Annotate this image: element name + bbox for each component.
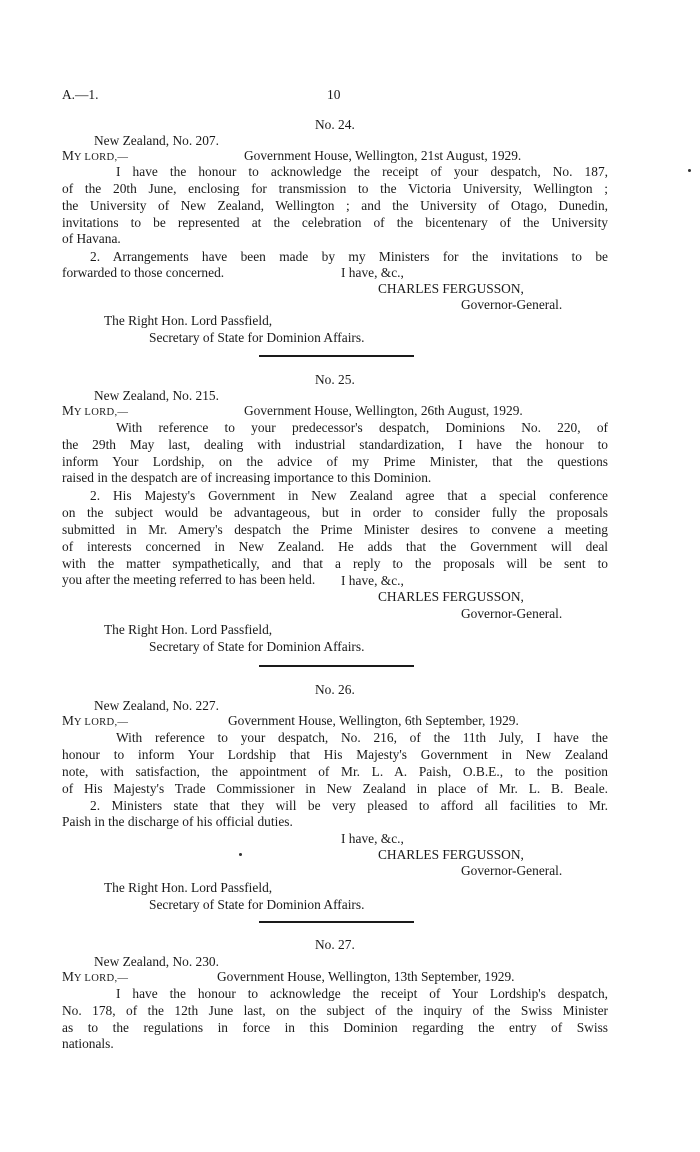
signatory-title: Governor-General. <box>461 863 563 878</box>
letter-ref: New Zealand, No. 215. <box>94 388 219 403</box>
letter-number: No. 25. <box>315 372 355 387</box>
body-line: the University of New Zealand, Wellington ; and the University of Otago, Dunedin, <box>62 198 608 213</box>
place-date: Government House, Wellington, 13th September, 1929. <box>217 969 515 984</box>
body-line: submitted in Mr. Amery's despatch the Prime Minister desires to convene a meeting <box>62 522 608 537</box>
body-line: With reference to your predecessor's despatch, Dominions No. 220, of <box>116 420 608 435</box>
letter-number: No. 24. <box>315 117 355 132</box>
body-line: 2. His Majesty's Government in New Zealand agree that a special conference <box>90 488 608 503</box>
section-divider <box>259 921 414 923</box>
signatory-title: Governor-General. <box>461 297 563 312</box>
salutation-rest: Y LORD,— <box>73 152 129 163</box>
body-line: note, with satisfaction, the appointment of Mr. L. A. Paish, O.B.E., to the position <box>62 764 608 779</box>
body-line: No. 178, of the 12th June last, on the subject of the inquiry of the Swiss Minister <box>62 1003 608 1018</box>
body-line: honour to inform Your Lordship that His Majesty's Government in New Zealand <box>62 747 608 762</box>
body-line: of interests concerned in New Zealand. He adds that the Government will deal <box>62 539 608 554</box>
ink-speck <box>239 853 242 856</box>
body-line: nationals. <box>62 1036 114 1051</box>
body-line: raised in the despatch are of increasing importance to this Dominion. <box>62 470 432 485</box>
letter-ref: New Zealand, No. 230. <box>94 954 219 969</box>
signatory: CHARLES FERGUSSON, <box>378 589 524 604</box>
section-divider <box>259 355 414 357</box>
salutation-rest: Y LORD,— <box>73 407 129 418</box>
letter-number: No. 27. <box>315 937 355 952</box>
doc-ref: A.—1. <box>62 87 99 102</box>
page-number: 10 <box>327 87 341 102</box>
salutation-rest: Y LORD,— <box>73 973 129 984</box>
body-line: I have the honour to acknowledge the receipt of your despatch, No. 187, <box>116 164 608 179</box>
body-line: Paish in the discharge of his official duties. <box>62 814 293 829</box>
body-line: 2. Ministers state that they will be very pleased to afford all facilities to Mr. <box>90 798 608 813</box>
body-line: I have the honour to acknowledge the receipt of Your Lordship's despatch, <box>116 986 608 1001</box>
salutation-initial: M <box>62 969 74 984</box>
body-line: on the subject would be advantageous, but in order to consider fully the proposals <box>62 505 608 520</box>
body-line: invitations to be represented at the celebration of the bicentenary of the University <box>62 215 608 230</box>
place-date: Government House, Wellington, 6th September, 1929. <box>228 713 519 728</box>
body-line: inform Your Lordship, on the advice of my Prime Minister, that the questions <box>62 454 608 469</box>
body-line: of the 20th June, enclosing for transmission to the Victoria University, Wellington ; <box>62 181 608 196</box>
letter-ref: New Zealand, No. 207. <box>94 133 219 148</box>
addressee-office: Secretary of State for Dominion Affairs. <box>149 330 365 345</box>
closing: I have, &c., <box>341 265 404 280</box>
signatory: CHARLES FERGUSSON, <box>378 281 524 296</box>
body-line: of His Majesty's Trade Commissioner in New Zealand in place of Mr. L. B. Beale. <box>62 781 608 796</box>
letter-ref: New Zealand, No. 227. <box>94 698 219 713</box>
place-date: Government House, Wellington, 26th August, 1929. <box>244 403 523 418</box>
salutation-initial: M <box>62 403 74 418</box>
addressee: The Right Hon. Lord Passfield, <box>104 622 273 637</box>
margin-speck <box>688 169 691 172</box>
salutation-initial: M <box>62 148 74 163</box>
closing: I have, &c., <box>341 831 404 846</box>
body-line: with the matter sympathetically, and that a reply to the proposals will be sent to <box>62 556 608 571</box>
place-date: Government House, Wellington, 21st August, 1929. <box>244 148 522 163</box>
letter-number: No. 26. <box>315 682 355 697</box>
section-divider <box>259 665 414 667</box>
body-line: as to the regulations in force in this Dominion regarding the entry of Swiss <box>62 1020 608 1035</box>
body-line: With reference to your despatch, No. 216, of the 11th July, I have the <box>116 730 608 745</box>
signatory: CHARLES FERGUSSON, <box>378 847 524 862</box>
body-line: of Havana. <box>62 231 121 246</box>
addressee: The Right Hon. Lord Passfield, <box>104 313 273 328</box>
body-line: 2. Arrangements have been made by my Ministers for the invitations to be <box>90 249 608 264</box>
body-line: you after the meeting referred to has been held. <box>62 572 316 587</box>
salutation-initial: M <box>62 713 74 728</box>
closing: I have, &c., <box>341 573 404 588</box>
addressee: The Right Hon. Lord Passfield, <box>104 880 273 895</box>
body-line: the 29th May last, dealing with industrial standardization, I have the honour to <box>62 437 608 452</box>
signatory-title: Governor-General. <box>461 606 563 621</box>
addressee-office: Secretary of State for Dominion Affairs. <box>149 897 365 912</box>
addressee-office: Secretary of State for Dominion Affairs. <box>149 639 365 654</box>
salutation-rest: Y LORD,— <box>73 717 129 728</box>
body-line: forwarded to those concerned. <box>62 265 225 280</box>
